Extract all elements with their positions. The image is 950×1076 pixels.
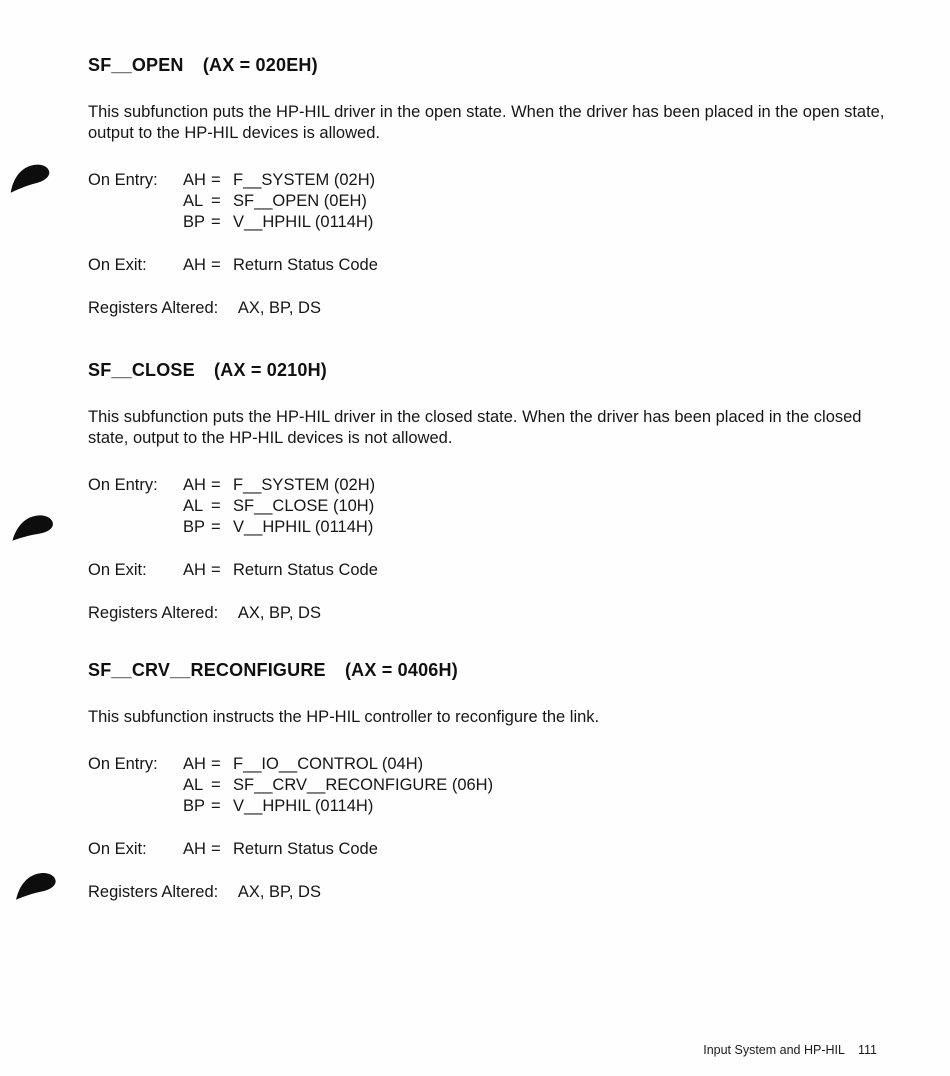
section-description: This subfunction instructs the HP-HIL controller to reconfigure the link. [88, 708, 600, 726]
equals-sign: = [211, 192, 221, 210]
scan-smudge-icon [13, 871, 60, 905]
registers-altered-value: AX, BP, DS [237, 299, 321, 317]
on-entry-label: On Entry: [88, 171, 158, 189]
register-row [183, 560, 896, 581]
register-name: BP [183, 518, 206, 536]
function-name: SF__CRV__RECONFIGURE [88, 660, 326, 680]
register-row [183, 212, 896, 233]
page-footer [703, 1043, 877, 1058]
register-value: Return Status Code [233, 840, 378, 858]
register-name: BP [183, 213, 206, 231]
register-value: V__HPHIL (0114H) [233, 518, 374, 536]
registers-altered-label: Registers Altered: [88, 883, 219, 901]
equals-sign: = [211, 561, 221, 579]
equals-sign: = [211, 797, 221, 815]
section-sf-crv-reconfigure [88, 660, 896, 903]
footer-page-number: 111 [857, 1043, 877, 1057]
registers-altered-label: Registers Altered: [88, 299, 219, 317]
page-content [88, 0, 896, 1076]
section-sf-open [88, 55, 896, 319]
scan-smudge-icon [6, 161, 54, 197]
register-name: AL [183, 776, 204, 794]
section-sf-close [88, 360, 896, 624]
register-value: F__IO__CONTROL (04H) [233, 755, 424, 773]
equals-sign: = [211, 755, 221, 773]
register-name: AH [183, 755, 206, 773]
function-name: SF__OPEN [88, 55, 184, 75]
register-name: AH [183, 561, 206, 579]
registers-altered-line [88, 603, 896, 624]
register-value: SF__CLOSE (10H) [233, 497, 375, 515]
register-row [183, 796, 896, 817]
equals-sign: = [211, 518, 221, 536]
section-description: This subfunction puts the HP-HIL driver in the open state. When the driver has been placed in the open state, output to the HP-HIL devices is allowed. [88, 103, 885, 142]
equals-sign: = [211, 171, 221, 189]
function-ax-code: (AX = 020EH) [202, 55, 318, 75]
registers-altered-line [88, 298, 896, 319]
register-value: SF__OPEN (0EH) [233, 192, 367, 210]
on-entry-rows [183, 754, 896, 817]
scan-smudge-icon [9, 512, 56, 547]
register-value: Return Status Code [233, 256, 378, 274]
register-row [183, 775, 896, 796]
on-entry-label: On Entry: [88, 755, 158, 773]
on-exit-block [88, 839, 896, 860]
registers-altered-value: AX, BP, DS [237, 604, 321, 622]
registers-altered-line [88, 882, 896, 903]
equals-sign: = [211, 776, 221, 794]
on-exit-label: On Exit: [88, 561, 147, 579]
register-row [183, 191, 896, 212]
equals-sign: = [211, 256, 221, 274]
function-name: SF__CLOSE [88, 360, 195, 380]
register-row [183, 170, 896, 191]
on-entry-block [88, 754, 896, 817]
section-description: This subfunction puts the HP-HIL driver in the closed state. When the driver has been placed in the closed state, output to the HP-HIL devices is not allowed. [88, 408, 862, 447]
function-ax-code: (AX = 0406H) [344, 660, 458, 680]
footer-chapter-title: Input System and HP-HIL [703, 1043, 845, 1057]
on-exit-rows [183, 839, 896, 860]
on-exit-block [88, 255, 896, 276]
register-value: Return Status Code [233, 561, 378, 579]
register-row [183, 475, 896, 496]
on-entry-block [88, 475, 896, 538]
on-exit-block [88, 560, 896, 581]
register-value: F__SYSTEM (02H) [233, 476, 376, 494]
register-name: AH [183, 256, 206, 274]
on-entry-rows [183, 475, 896, 538]
on-entry-block [88, 170, 896, 233]
section-heading [88, 360, 896, 380]
register-name: AH [183, 171, 206, 189]
register-row [183, 517, 896, 538]
register-name: AH [183, 840, 206, 858]
equals-sign: = [211, 840, 221, 858]
registers-altered-value: AX, BP, DS [237, 883, 321, 901]
on-entry-rows [183, 170, 896, 233]
on-entry-label: On Entry: [88, 476, 158, 494]
register-row [183, 754, 896, 775]
section-heading [88, 55, 896, 75]
on-exit-rows [183, 560, 896, 581]
register-value: F__SYSTEM (02H) [233, 171, 376, 189]
on-exit-label: On Exit: [88, 256, 147, 274]
register-value: SF__CRV__RECONFIGURE (06H) [233, 776, 494, 794]
register-name: AH [183, 476, 206, 494]
section-heading [88, 660, 896, 680]
register-name: BP [183, 797, 206, 815]
register-value: V__HPHIL (0114H) [233, 797, 374, 815]
register-row [183, 839, 896, 860]
function-ax-code: (AX = 0210H) [214, 360, 327, 380]
on-exit-label: On Exit: [88, 840, 147, 858]
on-exit-rows [183, 255, 896, 276]
register-name: AL [183, 192, 204, 210]
register-row [183, 255, 896, 276]
equals-sign: = [211, 497, 221, 515]
equals-sign: = [211, 213, 221, 231]
equals-sign: = [211, 476, 221, 494]
register-name: AL [183, 497, 204, 515]
register-row [183, 496, 896, 517]
registers-altered-label: Registers Altered: [88, 604, 219, 622]
register-value: V__HPHIL (0114H) [233, 213, 374, 231]
